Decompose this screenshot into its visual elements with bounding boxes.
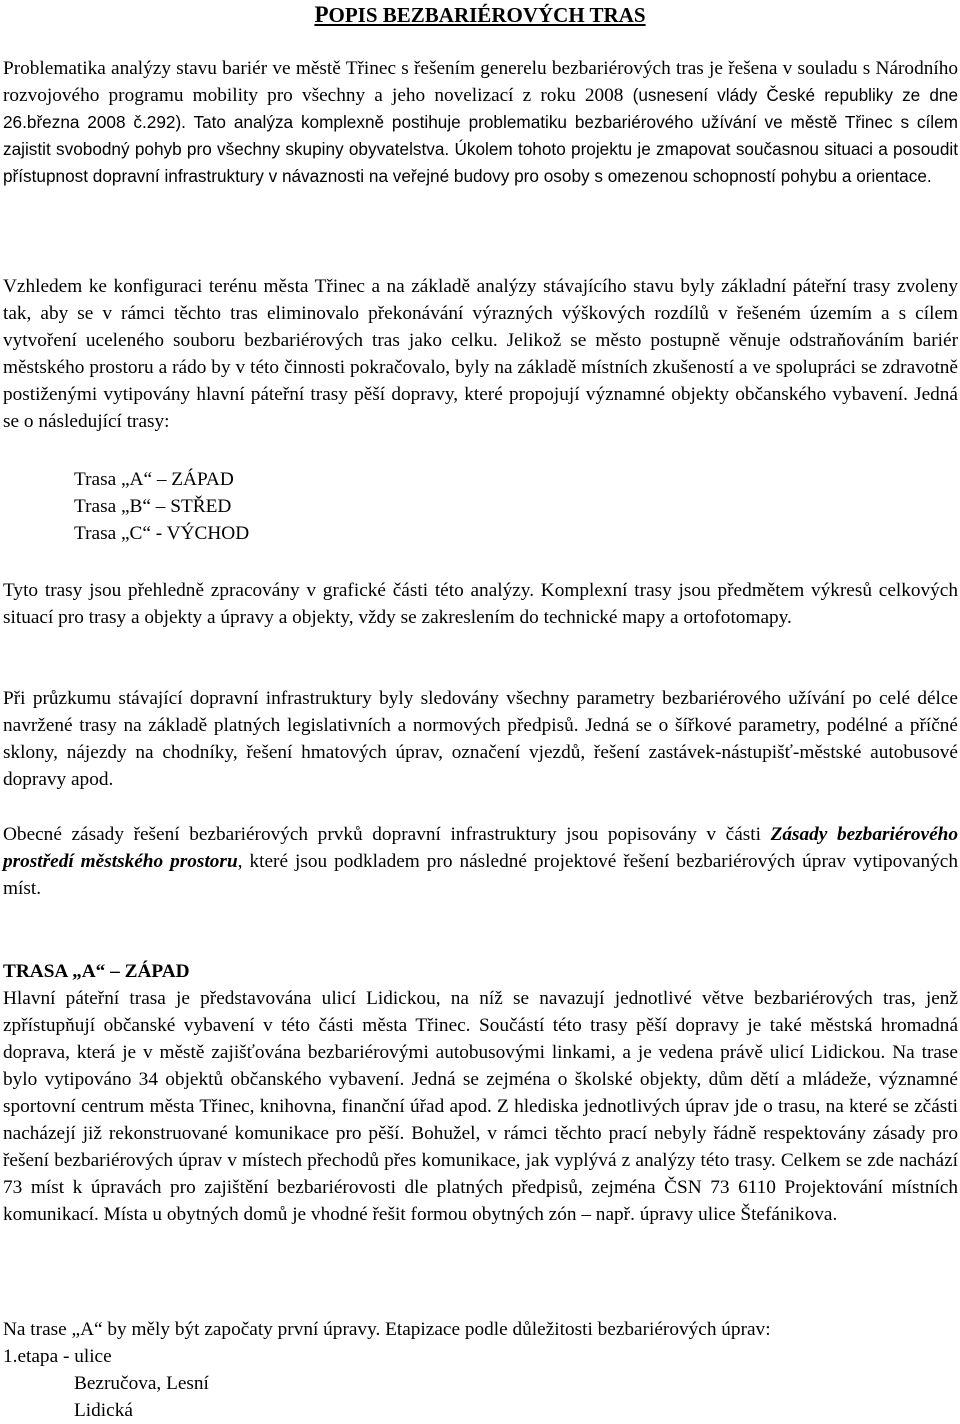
- paragraph-graphics: Tyto trasy jsou přehledně zpracovány v grafické části této analýzy. Komplexní trasy jsou předmětem výkresů celkových situací pro trasy a objekty a úpravy a objekty, vždy se zakreslením do technické mapy a ortofotomapy.: [3, 580, 958, 628]
- principles-emphasis: Zásady bezbariérového prostředí městského prostoru: [3, 824, 959, 872]
- route-item-b: Trasa „B“ – STŘED: [74, 496, 232, 517]
- paragraph-routes: Vzhledem ke konfiguraci terénu města Třinec a na základě analýzy stávajícího stavu byly základní páteřní trasy zvoleny tak, aby se v rámci těchto tras eliminovalo překonávání výrazných výškových rozdílů v řešeném územím a s cílem vytvoření uceleného souboru bezbariérových tras jako celku. Jelikož se město postupně věnuje odstraňováním bariér městského prostoru a rádo by v této činnosti pokračovalo, byly na základě místních zkušeností a ve spolupráci se zdravotně postiženými vytipovány hlavní páteřní trasy pěší dopravy, které propojují významné objekty občanského vybavení. Jedná se o následující trasy:: [3, 276, 958, 432]
- paragraph-principles: Obecné zásady řešení bezbariérových prvků dopravní infrastruktury jsou popisovány v části Zásady bezbariérového prostředí městského prostoru, které jsou podkladem pro následné projektové řešení bezbariérových úprav vytipovaných míst.: [3, 824, 959, 899]
- routes-list: [74, 466, 249, 547]
- paragraph-route-a: Hlavní páteřní trasa je představována ulicí Lidickou, na níž se navazují jednotlivé větve bezbariérových tras, jenž zpřístupňují občanské vybavení v této části města Třinec. Součástí této trasy pěší dopravy je také městská hromadná doprava, která je v městě zajišťována bezbariérovými autobusovými linkami, a je vedena právě ulicí Lidickou. Na trase bylo vytipováno 34 objektů občanského vybavení. Jedná se zejména o školské objekty, dům dětí a mládeže, významné sportovní centrum města Třinec, knihovna, finanční úřad apod. Z hlediska jednotlivých úprav jde o trasu, na které se zčásti nacházejí již rekonstruované komunikace pro pěší. Bohužel, v rámci těchto prací nebyly řádně respektovány zásady pro řešení bezbariérových úprav v místech přechodů přes komunikace, jak vyplývá z analýzy této trasy. Celkem se zde nachází 73 míst k úpravách pro zajištění bezbariérovosti dle platných předpisů, zejména ČSN 73 6110 Projektování místních komunikací. Místa u obytných domů je vhodné řešit formou obytných zón – např. úpravy ulice Štefánikova.: [3, 988, 958, 1225]
- paragraph-stages: Na trase „A“ by měly být započaty první úpravy. Etapizace podle důležitosti bezbariérových úprav:: [3, 1319, 771, 1340]
- stage-item: Bezručova, Lesní: [74, 1373, 209, 1394]
- stage-label: 1.etapa - ulice: [3, 1346, 112, 1367]
- stage-item: Lidická: [74, 1400, 133, 1421]
- paragraph-intro: [3, 55, 958, 190]
- route-item-a: Trasa „A“ – ZÁPAD: [74, 469, 234, 490]
- route-item-c: Trasa „C“ - VÝCHOD: [74, 523, 250, 544]
- section-heading-route-a: TRASA „A“ – ZÁPAD: [3, 961, 190, 982]
- stage-items: [74, 1370, 209, 1424]
- paragraph-survey: Při průzkumu stávající dopravní infrastruktury byly sledovány všechny parametry bezbariérového užívání po celé délce navržené trasy na základě platných legislativních a normových předpisů. Jedná se o šířkové parametry, podélné a příčné sklony, nájezdy na chodníky, řešení hmatových úprav, označení vjezdů, řešení zastávek-nástupišť-městské autobusové dopravy apod.: [3, 688, 958, 790]
- paragraph-intro-serif: Problematika analýzy stavu bariér ve městě Třinec s řešením generelu bezbariérových tras je řešena v souladu s Národního rozvojového programu mobility pro všechny a jeho novelizací z roku 2008: [3, 58, 958, 106]
- document-title: POPIS BEZBARIÉROVÝCH TRAS: [314, 2, 646, 27]
- paragraph-intro-sans: (usnesení vlády České republiky ze dne 26.března 2008 č.292). Tato analýza komplexně postihuje problematiku bezbariérového užívání ve městě Třinec s cílem zajistit svobodný pohyb pro všechny skupiny obyvatelstva. Úkolem tohoto projektu je zmapovat současnou situaci a posoudit přístupnost dopravní infrastruktury v návaznosti na veřejné budovy pro osoby s omezenou schopností pohybu a orientace.: [3, 85, 959, 186]
